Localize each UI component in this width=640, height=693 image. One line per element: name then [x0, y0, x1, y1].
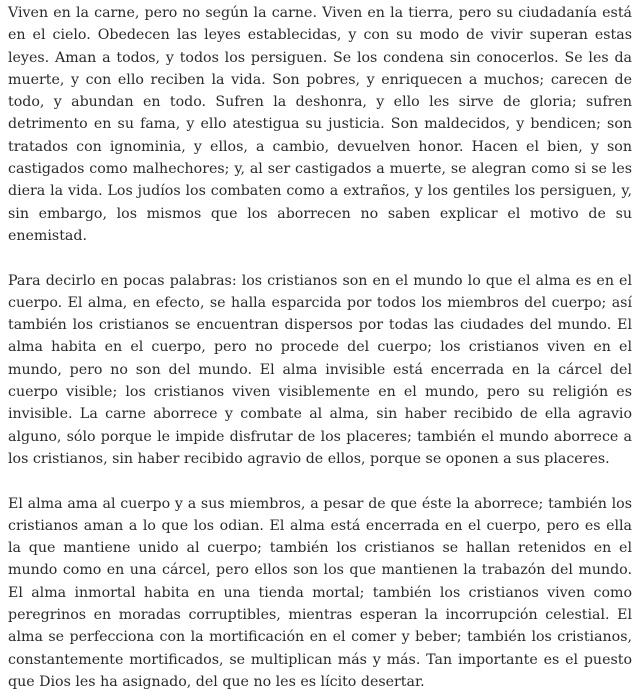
paragraph-1: Viven en la carne, pero no según la carne. Viven en la tierra, pero su ciudadanía está en el cielo. Obedecen las leyes establecidas, y con su modo de vivir superan estas leyes. Aman a todos, y todos los persiguen. Se los condena sin conocerlos. Se les da muerte, y con ello reciben la vida. Son pobres, y enriquecen a muchos; carecen de todo, y abundan en todo. Sufren la deshonra, y ello les sirve de gloria; sufren detrimento en su fama, y ello atestigua su justicia. Son maldecidos, y bendicen; son tratados con ignominia, y ellos, a cambio, devuelven honor. Hacen el bien, y son castigados como malhechores; y, al ser castigados a muerte, se alegran como si se les diera la vida. Los judíos los combaten como a extraños, y los gentiles los persiguen, y, sin embargo, los mismos que los aborrecen no saben explicar el motivo de su enemistad.	[8, 5, 632, 244]
paragraph-2: Para decirlo en pocas palabras: los cristianos son en el mundo lo que el alma es en el cuerpo. El alma, en efecto, se halla esparcida por todos los miembros del cuerpo; así también los cristianos se encuentran dispersos por todas las ciudades del mundo. El alma habita en el cuerpo, pero no procede del cuerpo; los cristianos viven en el mundo, pero no son del mundo. El alma invisible está encerrada en la cárcel del cuerpo visible; los cristianos viven visiblemente en el mundo, pero su religión es invisible. La carne aborrece y combate al alma, sin haber recibido de ella agravio alguno, sólo porque le impide disfrutar de los placeres; también el mundo aborrece a los cristianos, sin haber recibido agravio de ellos, porque se oponen a sus placeres.	[8, 272, 632, 467]
paragraph-3: El alma ama al cuerpo y a sus miembros, a pesar de que éste la aborrece; también los cristianos aman a lo que los odian. El alma está encerrada en el cuerpo, pero es ella la que mantiene unido al cuerpo; también los cristianos se hallan retenidos en el mundo como en una cárcel, pero ellos son los que mantienen la trabazón del mundo. El alma inmortal habita en una tienda mortal; también los cristianos viven como peregrinos en moradas corruptibles, mientras esperan la incorrupción celestial. El alma se perfecciona con la mortificación en el comer y beber; también los cristianos, constantemente mortificados, se multiplican más y más. Tan importante es el puesto que Dios les ha asignado, del que no les es lícito desertar.	[8, 495, 632, 690]
